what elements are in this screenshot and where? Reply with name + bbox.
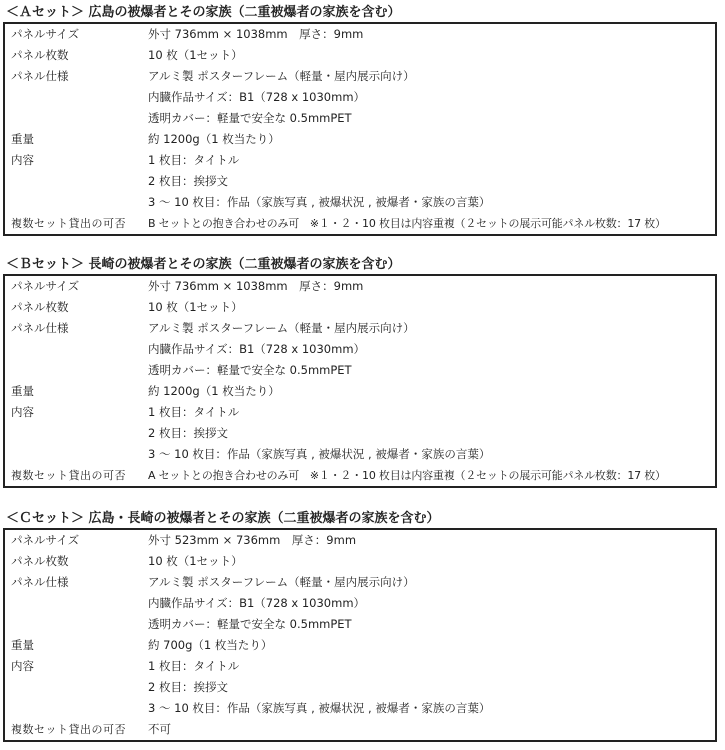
spec-row-panel-spec-cont xyxy=(5,108,715,129)
spec-value: 約 1200g（1 枚当たり） xyxy=(148,384,280,398)
spec-value: 10 枚（1セット） xyxy=(148,300,243,314)
spec-row-contents xyxy=(5,402,715,423)
spec-value: A セットとの抱き合わせのみ可 ※１・２・10 枚目は内容重複（２セットの展示可能パネル枚数：17 枚） xyxy=(148,469,666,482)
spec-label: 複数セット貸出の可否 xyxy=(11,723,126,736)
spec-value: 透明カバー：軽量で安全な 0.5mmPET xyxy=(148,111,352,125)
spec-label: 重量 xyxy=(11,132,34,146)
set-c-heading: ＜Ｃセット＞ 広島・長崎の被爆者とその家族（二重被爆者の家族を含む） xyxy=(6,511,440,526)
spec-label: 内容 xyxy=(11,659,34,673)
spec-value: 1 枚目：タイトル xyxy=(148,153,240,167)
spec-value: 1 枚目：タイトル xyxy=(148,405,240,419)
spec-value: 10 枚（1セット） xyxy=(148,48,243,62)
spec-row-contents xyxy=(5,150,715,171)
spec-value: 透明カバー：軽量で安全な 0.5mmPET xyxy=(148,617,352,631)
spec-value: 約 700g（1 枚当たり） xyxy=(148,638,273,652)
spec-label: パネル枚数 xyxy=(11,300,69,314)
spec-label: 重量 xyxy=(11,638,34,652)
set-c-spec-table xyxy=(3,528,717,742)
spec-value: 外寸 736mm × 1038mm 厚さ：9mm xyxy=(148,27,364,41)
spec-row-panel-spec xyxy=(5,572,715,593)
spec-value: 内臓作品サイズ：B1（728 x 1030mm） xyxy=(148,596,366,610)
spec-value: 3 ～ 10 枚目：作品（家族写真 , 被爆状況 , 被爆者・家族の言葉） xyxy=(148,195,491,209)
spec-value: B セットとの抱き合わせのみ可 ※１・２・10 枚目は内容重複（２セットの展示可能パネル枚数：17 枚） xyxy=(148,217,666,230)
spec-row-contents-cont xyxy=(5,192,715,213)
spec-row-multi-set-loan xyxy=(5,213,715,234)
spec-value: 2 枚目：挨拶文 xyxy=(148,680,228,694)
spec-value: 透明カバー：軽量で安全な 0.5mmPET xyxy=(148,363,352,377)
spec-label: パネル仕様 xyxy=(11,69,69,83)
spec-value: 不可 xyxy=(148,722,171,736)
spec-row-multi-set-loan xyxy=(5,719,715,740)
spec-label: パネル枚数 xyxy=(11,554,69,568)
spec-row-contents-cont xyxy=(5,171,715,192)
set-b-spec-table xyxy=(3,274,717,488)
spec-value: 内臓作品サイズ：B1（728 x 1030mm） xyxy=(148,90,366,104)
spec-label: パネルサイズ xyxy=(11,533,80,547)
spec-row-panel-spec-cont xyxy=(5,339,715,360)
spec-value: 2 枚目：挨拶文 xyxy=(148,426,228,440)
spec-row-panel-count xyxy=(5,297,715,318)
spec-value: アルミ製 ポスターフレーム（軽量・屋内展示向け） xyxy=(148,575,415,589)
spec-value: 内臓作品サイズ：B1（728 x 1030mm） xyxy=(148,342,366,356)
spec-label: 複数セット貸出の可否 xyxy=(11,217,126,230)
spec-row-panel-spec-cont xyxy=(5,360,715,381)
spec-row-panel-spec xyxy=(5,318,715,339)
spec-value: 1 枚目：タイトル xyxy=(148,659,240,673)
spec-value: 約 1200g（1 枚当たり） xyxy=(148,132,280,146)
spec-label: パネル仕様 xyxy=(11,321,69,335)
spec-row-panel-spec xyxy=(5,66,715,87)
spec-row-contents-cont xyxy=(5,423,715,444)
spec-label: 内容 xyxy=(11,153,34,167)
spec-value: 外寸 523mm × 736mm 厚さ：9mm xyxy=(148,533,357,547)
spec-row-panel-size xyxy=(5,530,715,551)
spec-row-panel-size xyxy=(5,276,715,297)
spec-row-panel-count xyxy=(5,45,715,66)
spec-row-panel-spec-cont xyxy=(5,593,715,614)
spec-row-panel-count xyxy=(5,551,715,572)
spec-row-panel-size xyxy=(5,24,715,45)
spec-label: パネルサイズ xyxy=(11,27,80,41)
spec-label: パネル枚数 xyxy=(11,48,69,62)
spec-row-panel-spec-cont xyxy=(5,87,715,108)
spec-value: 3 ～ 10 枚目：作品（家族写真 , 被爆状況 , 被爆者・家族の言葉） xyxy=(148,447,491,461)
spec-label: 内容 xyxy=(11,405,34,419)
spec-label: パネルサイズ xyxy=(11,279,80,293)
set-b-heading: ＜Ｂセット＞ 長崎の被爆者とその家族（二重被爆者の家族を含む） xyxy=(6,257,401,272)
spec-label: 重量 xyxy=(11,384,34,398)
spec-row-contents-cont xyxy=(5,444,715,465)
spec-row-weight xyxy=(5,635,715,656)
spec-row-panel-spec-cont xyxy=(5,614,715,635)
spec-row-contents xyxy=(5,656,715,677)
spec-value: アルミ製 ポスターフレーム（軽量・屋内展示向け） xyxy=(148,69,415,83)
spec-value: 外寸 736mm × 1038mm 厚さ：9mm xyxy=(148,279,364,293)
spec-row-weight xyxy=(5,129,715,150)
spec-row-multi-set-loan xyxy=(5,465,715,486)
spec-row-contents-cont xyxy=(5,698,715,719)
spec-row-contents-cont xyxy=(5,677,715,698)
set-a-spec-table xyxy=(3,22,717,236)
spec-value: 2 枚目：挨拶文 xyxy=(148,174,228,188)
spec-label: 複数セット貸出の可否 xyxy=(11,469,126,482)
spec-value: 3 ～ 10 枚目：作品（家族写真 , 被爆状況 , 被爆者・家族の言葉） xyxy=(148,701,491,715)
set-a-heading: ＜Ａセット＞ 広島の被爆者とその家族（二重被爆者の家族を含む） xyxy=(6,5,401,20)
spec-value: 10 枚（1セット） xyxy=(148,554,243,568)
spec-label: パネル仕様 xyxy=(11,575,69,589)
spec-row-weight xyxy=(5,381,715,402)
spec-value: アルミ製 ポスターフレーム（軽量・屋内展示向け） xyxy=(148,321,415,335)
